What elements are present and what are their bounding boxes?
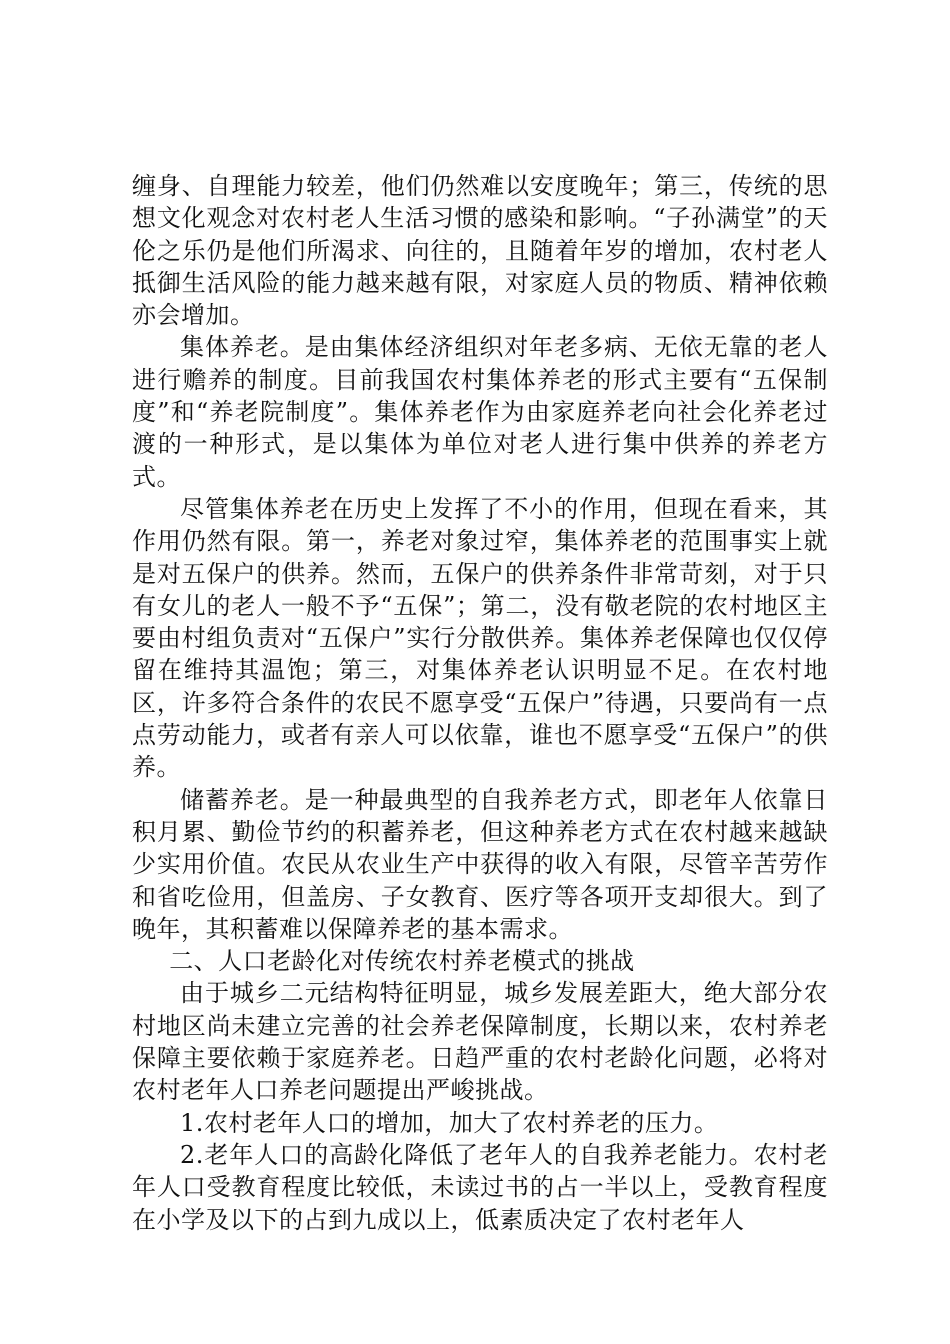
list-item-2: 2.老年人口的高龄化降低了老年人的自我养老能力。农村老年人口受教育程度比较低，未读过书的占一半以上，受教育程度在小学及以下的占到九成以上，低素质决定了农村老年人 (132, 1140, 828, 1234)
list-item-1: 1.农村老年人口的增加，加大了农村养老的压力。 (180, 1108, 719, 1137)
paragraph-savings-care: 储蓄养老。是一种最典型的自我养老方式，即老年人依靠日积月累、勤俭节约的积蓄养老，但这种养老方式在农村越来越缺少实用价值。农民从农业生产中获得的收入有限，尽管辛苦劳作和省吃俭用，但盖房、子女教育、医疗等各项开支却很大。到了晚年，其积蓄难以保障养老的基本需求。 (132, 785, 828, 943)
paragraph-collective-limits: 尽管集体养老在历史上发挥了不小的作用，但现在看来，其作用仍然有限。第一，养老对象过窄，集体养老的范围事实上就是对五保户的供养。然而，五保户的供养条件非常苛刻，对于只有女儿的老人一般不予“五保”；第二，没有敬老院的农村地区主要由村组负责对“五保户”实行分散供养。集体养老保障也仅仅停留在维持其温饱；第三，对集体养老认识明显不足。在农村地区，许多符合条件的农民不愿享受“五保户”待遇，只要尚有一点点劳动能力，或者有亲人可以依靠，谁也不愿享受“五保户”的供养。 (132, 494, 828, 782)
paragraph-collective-care: 集体养老。是由集体经济组织对年老多病、无依无靠的老人进行赡养的制度。目前我国农村集体养老的形式主要有“五保制度”和“养老院制度”。集体养老作为由家庭养老向社会化养老过渡的一种形式，是以集体为单位对老人进行集中供养的养老方式。 (132, 333, 828, 491)
paragraph-challenge-intro: 由于城乡二元结构特征明显，城乡发展差距大，绝大部分农村地区尚未建立完善的社会养老保障制度，长期以来，农村养老保障主要依赖于家庭养老。日趋严重的农村老龄化问题，必将对农村老年人口养老问题提出严峻挑战。 (132, 979, 828, 1105)
paragraph-continuation: 缠身、自理能力较差，他们仍然难以安度晚年；第三，传统的思想文化观念对农村老人生活习惯的感染和影响。“子孙满堂”的天伦之乐仍是他们所渴求、向往的，且随着年岁的增加，农村老人抵御生活风险的能力越来越有限，对家庭人员的物质、精神依赖亦会增加。 (132, 172, 828, 330)
section-heading: 二、人口老龄化对传统农村养老模式的挑战 (169, 947, 635, 976)
document-page (132, 170, 828, 1236)
